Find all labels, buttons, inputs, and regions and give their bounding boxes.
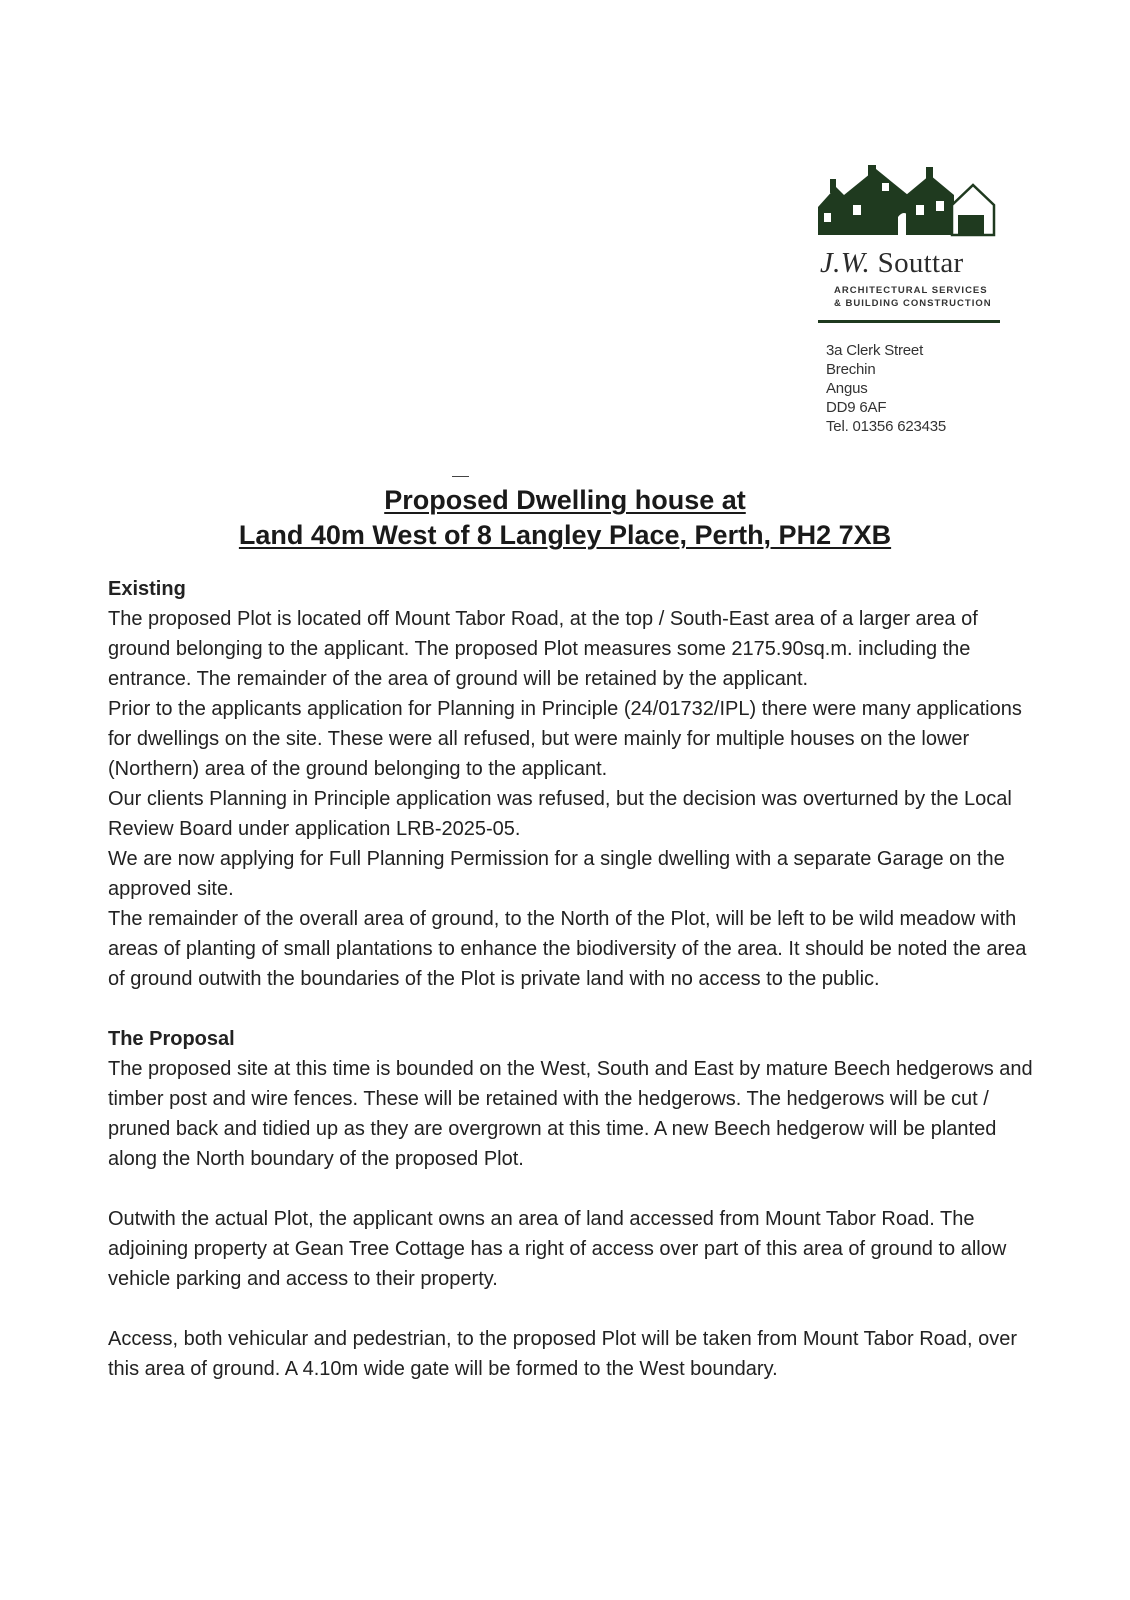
address-line: DD9 6AF [826,399,887,416]
company-surname: Souttar [877,247,964,279]
letterhead-rule [818,320,1000,323]
stray-mark [452,476,469,477]
telephone: Tel. 01356 623435 [826,418,947,435]
company-tagline [834,284,1003,310]
section-heading-existing: Existing [108,578,186,600]
address-line: Angus [826,380,868,397]
address-line: 3a Clerk Street [826,342,924,359]
company-address [826,341,1003,436]
spacer [108,1174,1038,1204]
spacer [108,994,1038,1024]
letterhead [818,165,1003,436]
paragraph: The proposed site at this time is bounded on the West, South and East by mature Beech hedgerows and timber post and wire fences. These will be retained with the hedgerows. The hedgerows will be cut / pruned back and tidied up as they are overgrown at this time. A new Beech hedgerow will be planted along the North boundary of the proposed Plot. [108,1058,1033,1170]
paragraph: Our clients Planning in Principle application was refused, but the decision was overturned by the Local Review Board under application LRB-2025-05. [108,788,1012,840]
paragraph: The proposed Plot is located off Mount Tabor Road, at the top / South-East area of a larger area of ground belonging to the applicant. The proposed Plot measures some 2175.90sq.m. including the entrance. The remainder of the area of ground will be retained by the applicant. [108,608,978,690]
paragraph: The remainder of the overall area of ground, to the North of the Plot, will be left to be wild meadow with areas of planting of small plantations to enhance the biodiversity of the area. It should be noted the area of ground outwith the boundaries of the Plot is private land with no access to the public. [108,908,1027,990]
document-body [108,574,1038,1384]
company-name [820,247,1003,280]
paragraph: We are now applying for Full Planning Permission for a single dwelling with a separate Garage on the approved site. [108,848,1005,900]
page-title [0,483,1130,553]
paragraph: Prior to the applicants application for Planning in Principle (24/01732/IPL) there were many applications for dwellings on the site. These were all refused, but were mainly for multiple houses on the lower (Northern) area of the ground belonging to the applicant. [108,698,1022,780]
spacer [108,1294,1038,1324]
title-line-2: Land 40m West of 8 Langley Place, Perth, PH2 7XB [238,520,892,550]
houses-logo-icon [818,165,998,245]
paragraph: Access, both vehicular and pedestrian, to the proposed Plot will be taken from Mount Tabor Road, over this area of ground. A 4.10m wide gate will be formed to the West boundary. [108,1328,1018,1380]
tagline-line-1: ARCHITECTURAL SERVICES [834,285,988,296]
company-initials: J.W. [820,247,871,279]
address-line: Brechin [826,361,876,378]
section-heading-proposal: The Proposal [108,1028,235,1050]
title-line-1: Proposed Dwelling house at [384,485,746,515]
tagline-line-2: & BUILDING CONSTRUCTION [834,298,992,309]
paragraph: Outwith the actual Plot, the applicant owns an area of land accessed from Mount Tabor Road. The adjoining property at Gean Tree Cottage has a right of access over part of this area of ground to allow vehicle parking and access to their property. [108,1208,1007,1290]
